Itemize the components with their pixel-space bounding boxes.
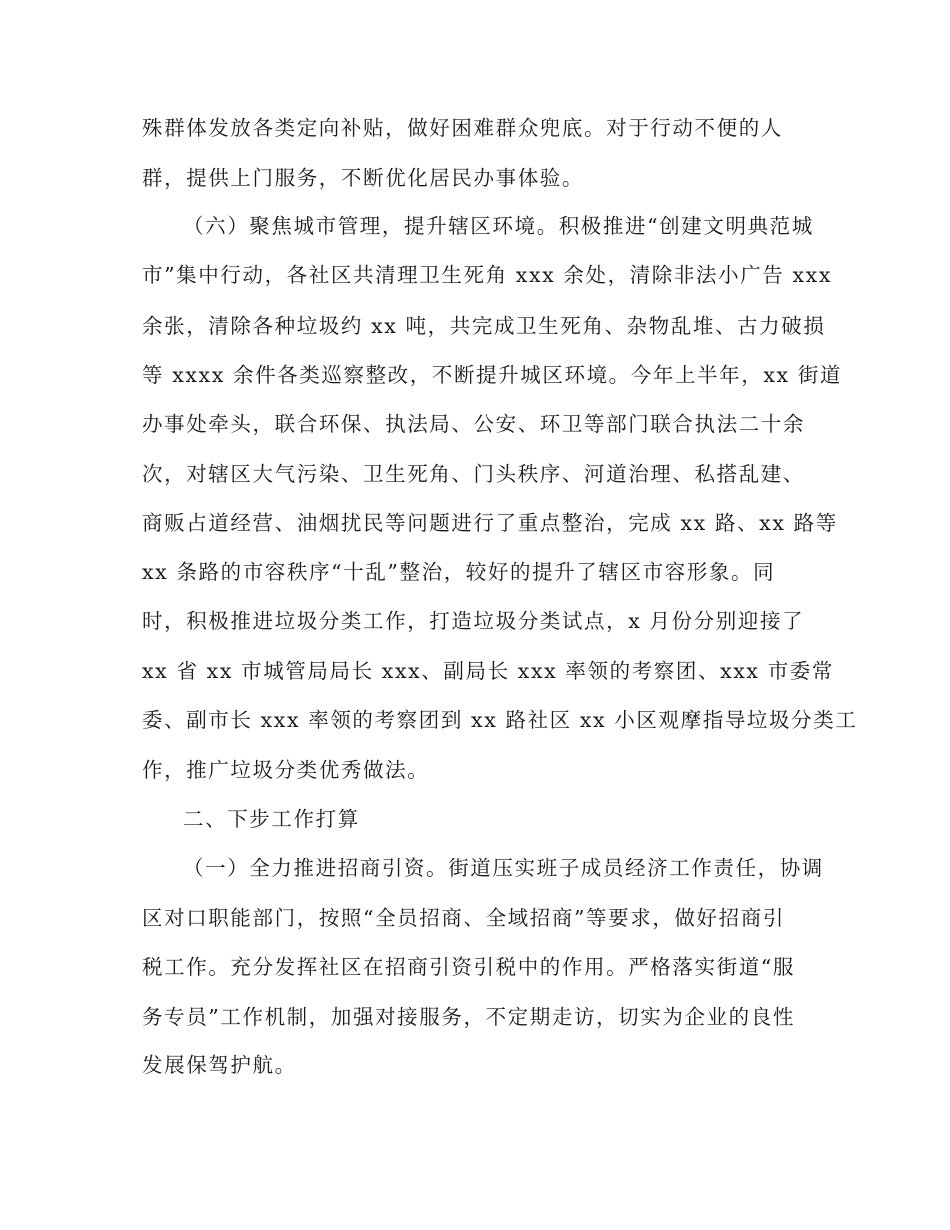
section-6-heading-line: （六）聚焦城市管理，提升辖区环境。积极推进“创建文明典范城 <box>183 214 814 238</box>
text-line-20: 发展保驾护航。 <box>142 1053 297 1077</box>
text-line-12: xx 省 xx 市城管局局长 xxx、副局长 xxx 率领的考察团、xxx 市委常 <box>142 659 835 683</box>
text-line-14: 作，推广垃圾分类优秀做法。 <box>142 758 430 782</box>
text-line-5: 余张，清除各种垃圾约 xx 吨，共完成卫生死角、杂物乱堆、古力破损 <box>142 314 826 338</box>
text-line-10: xx 条路的市容秩序“十乱”整治，较好的提升了辖区市容形象。同 <box>142 560 776 584</box>
text-line-2: 群，提供上门服务，不断优化居民办事体验。 <box>142 166 584 190</box>
text-line-6: 等 xxxx 余件各类巡察整改，不断提升城区环境。今年上半年，xx 街道 <box>142 363 843 387</box>
text-line-7: 办事处牵头，联合环保、执法局、公安、环卫等部门联合执法二十余 <box>142 412 805 436</box>
text-line-4: 市”集中行动，各社区共清理卫生死角 xxx 余处，清除非法小广告 xxx <box>142 263 832 287</box>
text-line-18: 税工作。充分发挥社区在招商引资引税中的作用。严格落实街道“服 <box>142 955 795 979</box>
subsection-1-heading-line: （一）全力推进招商引资。街道压实班子成员经济工作责任，协调 <box>183 856 824 880</box>
text-line-9: 商贩占道经营、油烟扰民等问题进行了重点整治，完成 xx 路、xx 路等 <box>142 511 838 535</box>
text-line-17: 区对口职能部门，按照“全员招商、全域招商”等要求，做好招商引 <box>142 906 785 930</box>
text-line-13: 委、副市长 xxx 率领的考察团到 xx 路社区 xx 小区观摩指导垃圾分类工 <box>142 708 858 732</box>
text-line-11: 时，积极推进垃圾分类工作，打造垃圾分类试点，x 月份分别迎接了 <box>142 609 805 633</box>
text-line-19: 务专员”工作机制，加强对接服务，不定期走访，切实为企业的良性 <box>142 1005 795 1029</box>
text-line-8: 次，对辖区大气污染、卫生死角、门头秩序、河道治理、私搭乱建、 <box>142 462 805 486</box>
text-line-1: 殊群体发放各类定向补贴，做好困难群众兜底。对于行动不便的人 <box>142 116 783 140</box>
section-2-heading: 二、下步工作打算 <box>183 807 360 831</box>
